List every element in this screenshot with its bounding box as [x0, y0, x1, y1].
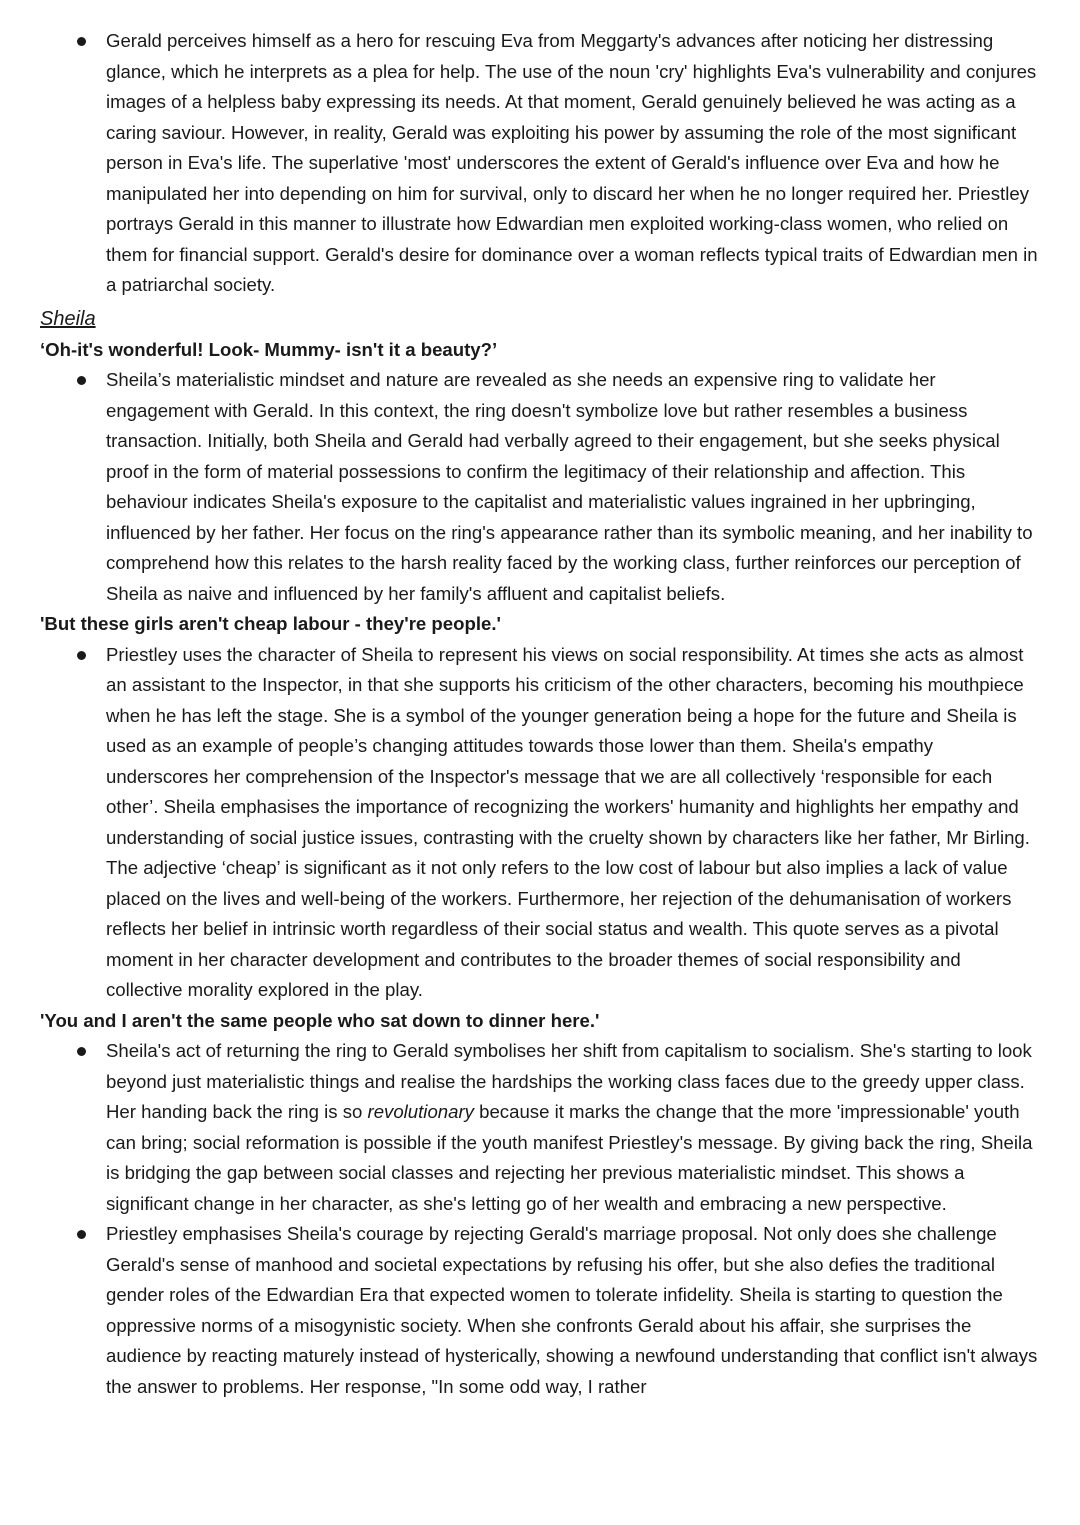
bullet-icon [77, 1047, 86, 1056]
analysis-text-1: Sheila’s materialistic mindset and nature are revealed as she needs an expensive ring to validate her engagement with Gerald. In this context, the ring doesn't symbolize love but rather resembles a business transaction. Initially, both Sheila and Gerald had verbally agreed to their engagement, but she seeks physical proof in the form of material possessions to confirm the legitimacy of their relationship and affection. This behaviour indicates Sheila's exposure to the capitalist and materialistic values ingrained in her upbringing, influenced by her father. Her focus on the ring's appearance rather than its symbolic meaning, and her inability to comprehend how this relates to the harsh reality faced by the working class, further reinforces our perception of Sheila as naive and influenced by her family's affluent and capitalist beliefs. [106, 369, 1033, 604]
bullet-icon [77, 37, 86, 46]
quote-cheap-labour: 'But these girls aren't cheap labour - they're people.' [40, 613, 501, 634]
analysis-text-3a-end: because it marks the change that the more 'impressionable' youth can bring; social reformation is possible if the youth manifest Priestley's message. By giving back the ring, Sheila is bridging the gap between social classes and rejecting her previous materialistic mindset. This shows a significant change in her character, as she's letting go of her wealth and embracing a new perspective. [106, 1101, 1033, 1214]
analysis-bullet-1 [40, 365, 1040, 609]
analysis-bullet-3a [40, 1036, 1040, 1219]
analysis-text-3a-italic: revolutionary [367, 1101, 474, 1122]
section-heading-sheila: Sheila [40, 307, 96, 330]
bullet-icon [77, 651, 86, 660]
bullet-icon [77, 1230, 86, 1239]
gerald-analysis-bullet [40, 26, 1040, 301]
analysis-bullet-3b [40, 1219, 1040, 1402]
analysis-text-2: Priestley uses the character of Sheila to represent his views on social responsibility. At times she acts as almost an assistant to the Inspector, in that she supports his criticism of the other characters, becoming his mouthpiece when he has left the stage. She is a symbol of the younger generation being a hope for the future and Sheila is used as an example of people’s changing attitudes towards those lower than them. Sheila's empathy underscores her comprehension of the Inspector's message that we are all collectively ‘responsible for each other’. Sheila emphasises the importance of recognizing the workers' humanity and highlights her empathy and understanding of social justice issues, contrasting with the cruelty shown by characters like her father, Mr Birling. The adjective ‘cheap’ is significant as it not only refers to the low cost of labour but also implies a lack of value placed on the lives and well-being of the workers. Furthermore, her rejection of the dehumanisation of workers reflects her belief in intrinsic worth regardless of their social status and wealth. This quote serves as a pivotal moment in her character development and contributes to the broader themes of social responsibility and collective morality explored in the play. [106, 643, 1030, 1000]
quote-same-people: 'You and I aren't the same people who sat down to dinner here.' [40, 1009, 600, 1031]
analysis-bullet-2 [40, 640, 1040, 1006]
analysis-text-3a-start: Sheila's act of returning the ring to Gerald symbolises her shift from capitalism to socialism. She's starting to look beyond just materialistic things and realise the hardships the working class faces due to the greedy upper class. Her handing back the ring is so [106, 1040, 1032, 1122]
analysis-text-3b: Priestley emphasises Sheila's courage by rejecting Gerald's marriage proposal. Not only does she challenge Gerald's sense of manhood and societal expectations by refusing his offer, but she also defies the traditional gender roles of the Edwardian Era that expected women to tolerate infidelity. Sheila is starting to question the oppressive norms of a misogynistic society. When she confronts Gerald about his affair, she surprises the audience by reacting maturely instead of hysterically, showing a newfound understanding that conflict isn't always the answer to problems. Her response, "In some odd way, I rather [106, 1223, 1038, 1397]
quote-wonderful: ‘Oh-it's wonderful! Look- Mummy- isn't it a beauty?’ [40, 338, 498, 360]
bullet-icon [77, 376, 86, 385]
gerald-analysis-text: Gerald perceives himself as a hero for rescuing Eva from Meggarty's advances after noticing her distressing glance, which he interprets as a plea for help. The use of the noun 'cry' highlights Eva's vulnerability and conjures images of a helpless baby expressing its needs. At that moment, Gerald genuinely believed he was acting as a caring saviour. However, in reality, Gerald was exploiting his power by assuming the role of the most significant person in Eva's life. The superlative 'most' underscores the extent of Gerald's influence over Eva and how he manipulated her into depending on him for survival, only to discard her when he no longer required her. Priestley portrays Gerald in this manner to illustrate how Edwardian men exploited working-class women, who relied on them for financial support. Gerald's desire for dominance over a woman reflects typical traits of Edwardian men in a patriarchal society. [106, 30, 1038, 295]
